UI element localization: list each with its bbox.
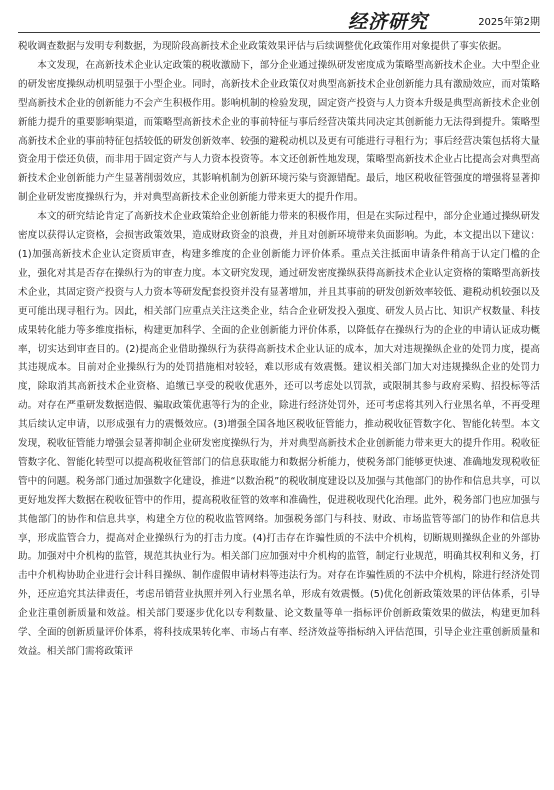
- paragraph-findings: 本文发现，在高新技术企业认定政策的税收激励下，部分企业通过操纵研发密度成为策略型高新技术企业。大中型企业的研发密度操纵动机明显强于小型企业。同时，高新技术企业政策仅对典型高新技术企业创新能力具有激励效应，而对策略型高新技术企业的创新能力不会产生积极作用。影响机制的检验发现，固定资产投资与人力资本升级是典型高新技术企业创新能力提升的重要影响渠道，而策略型高新技术企业的事前特征与事后经营决策共同决定其创新能力无法得到提升。策略型高新技术企业的事前特征包括较低的研发创新效率、较强的避税动机以及更有可能进行寻租行为；事后经营决策包括将大量资金用于偿还负债，而非用于固定资产与人力资本投资等。本文还创新性地发现，策略型高新技术企业占比提高会对典型高新技术企业创新能力产生显著削弱效应，其影响机制为创新环境污染与资源错配。最后，地区税收征管强度的增强将显著抑制企业研发密度操纵行为，并对典型高新技术企业创新能力带来更大的提升作用。: [18, 59, 540, 204]
- paragraph-continuation: 税收调查数据与发明专利数据，为现阶段高新技术企业政策效果评估与后续调整优化政策作用对象提供了事实依据。: [18, 41, 508, 52]
- issue-label: 2025年第2期: [478, 17, 540, 28]
- page-header: [18, 6, 540, 33]
- article-body: [18, 38, 540, 662]
- paragraph-recommendations: 本文的研究结论肯定了高新技术企业政策给企业创新能力带来的积极作用，但是在实际过程中，部分企业通过操纵研发密度以获得认定资格，会损害政策效果，造成财政资金的浪费，并且对创新环境带来负面影响。为此，本文提出以下建议：(1)加强高新技术企业认定资质审查，构建多维度的企业创新能力评价体系。重点关注抵面申请条件稍高于认定门槛的企业，强化对其是否存在操纵行为的审查力度。本文研究发现，通过研发密度操纵获得高新技术企业认定资格的策略型高新技术企业，其固定资产投资与人力资本等研发配套投资并没有显著增加，并且其事前的研发创新效率较低、避税动机较强以及更可能出现寻租行为。因此，相关部门应重点关注这类企业，结合企业研发投入强度、研发人员占比、知识产权数量、科技成果转化能力等多维度指标，构建更加科学、全面的企业创新能力评价体系，以降低存在操纵行为的企业的申请认证成功概率，切实达到审查目的。(2)提高企业借助操纵行为获得高新技术企业认证的成本，加大对违规操纵企业的处罚力度，提高其违规成本。目前对企业操纵行为的处罚措施相对较轻，难以形成有效震慑。建议相关部门加大对违规操纵企业的处罚力度，除取消其高新技术企业资格、追缴已享受的税收优惠外，还可以考虑处以罚款，或限制其参与政府采购、招投标等活动。对存在严重研发数据造假、骗取政策优惠等行为的企业，除进行经济处罚外，还可考虑将其列入行业黑名单，不再受理其后续认定申请，以形成强有力的震慑效应。(3)增强全国各地区税收征管能力，推动税收征管数字化、智能化转型。本文发现，税收征管能力增强会显著抑制企业研发密度操纵行为，并对典型高新技术企业创新能力带来更大的提升作用。税收征管数字化、智能化转型可以提高税收征管部门的信息获取能力和数据分析能力，使税务部门能够更快速、准确地发现税收征管中的问题。税务部门通过加强数字化建设，推进“以数治税”的税收制度建设以及加强与其他部门的协作和信息共享，可以更好地发挥大数据在税收征管中的作用，提高税收征管的效率和准确性，促进税收现代化治理。此外，税务部门也应加强与其他部门的协作和信息共享，构建全方位的税收监管网络。加强税务部门与科技、财政、市场监管等部门的协作和信息共享，形成监管合力，提高对企业操纵行为的打击力度。(4)打击存在诈骗性质的不法中介机构，切断规则操纵企业的外部协助。加强对中介机构的监管，规范其执业行为。相关部门应加强对中介机构的监管，制定行业规范，明确其权利和义务，打击中介机构协助企业进行会计科目操纵、制作虚假申请材料等违法行为。对存在诈骗性质的不法中介机构，除进行经济处罚外，还应追究其法律责任，考虑吊销营业执照并列入行业黑名单，形成有效震慑。(5)优化创新政策效果的评估体系，引导企业注重创新质量和效益。相关部门要逐步优化以专利数量、论文数量等单一指标评价创新政策效果的做法，构建更加科学、全面的创新质量评价体系，将科技成果转化率、市场占有率、经济效益等指标纳入评估范围，引导企业注重创新质量和效益。相关部门需将政策评: [18, 211, 540, 657]
- journal-logo: 经济研究: [347, 11, 428, 33]
